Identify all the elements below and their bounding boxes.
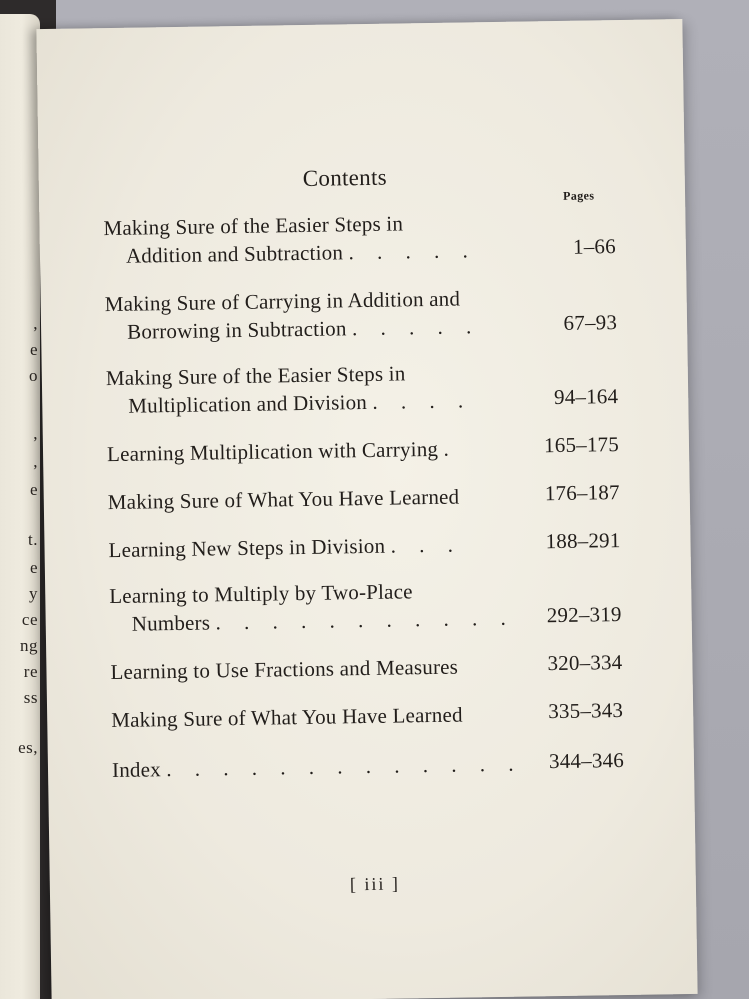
previous-page-fragment: e	[29, 558, 38, 577]
previous-page-fragment: e	[29, 480, 38, 499]
toc-entry-title-line2: Borrowing in Subtraction . . . . .	[126, 314, 481, 344]
toc-entry-pages: 292–319	[546, 602, 622, 628]
toc-entry	[108, 481, 548, 516]
page-number: [ iii ]	[349, 873, 401, 895]
toc-entry	[112, 749, 552, 784]
toc-entry	[110, 651, 550, 686]
toc-entry-pages: 320–334	[547, 650, 623, 676]
toc-entry-title-line2: Numbers . . . . . . . . . . .	[131, 605, 515, 636]
toc-entry	[103, 207, 544, 270]
toc-entry-title-line1: Learning to Use Fractions and Measures	[110, 654, 459, 685]
leader-dots: . . . . . . . . . . . . .	[166, 751, 523, 782]
toc-entry-title-line1: Making Sure of What You Have Learned	[111, 702, 463, 733]
toc-entry-pages: 165–175	[543, 432, 620, 458]
previous-page-fragment: o	[29, 366, 38, 385]
toc-entry-title-line1: Learning Multiplication with Carrying .	[106, 436, 459, 467]
toc-entry-title-line1: Learning New Steps in Division . . .	[108, 532, 463, 563]
leader-dots: . . . . .	[351, 314, 481, 341]
toc-entry-title-line2: Multiplication and Division . . . .	[128, 388, 473, 418]
toc-entry	[106, 357, 547, 420]
toc-entry-pages: 176–187	[544, 480, 620, 506]
toc-entry-pages: 94–164	[553, 384, 619, 410]
toc-entry-title-line1: Index . . . . . . . . . . . . .	[111, 751, 523, 783]
leader-dots: . . .	[390, 532, 463, 558]
leader-dots: . . . . .	[348, 238, 477, 265]
toc-entry-pages: 335–343	[548, 698, 624, 724]
previous-page-fragment: re	[23, 662, 38, 681]
leader-dots: .	[443, 436, 459, 461]
previous-page-fragment: ce	[21, 610, 38, 629]
toc-entry	[109, 575, 550, 638]
previous-page-fragment: ,	[33, 424, 38, 443]
toc-entry-pages: 344–346	[548, 747, 625, 774]
previous-page-fragment: y	[29, 584, 38, 603]
toc-entry-title-line1: Making Sure of the Easier Steps in	[105, 361, 406, 391]
toc-entry-title-line1: Learning to Multiply by Two-Place	[109, 579, 413, 609]
toc-entry-title-line2: Addition and Subtraction . . . . .	[125, 238, 477, 268]
leader-dots: . . . .	[372, 388, 473, 414]
toc-entry-title-line1: Making Sure of What You Have Learned	[107, 484, 460, 515]
previous-page-fragment: ss	[23, 688, 38, 707]
toc-entry-pages: 1–66	[572, 234, 617, 259]
toc-entry	[111, 699, 551, 734]
contents-title: Contents	[302, 164, 388, 191]
previous-page-fragment: ,	[33, 452, 38, 471]
toc-entry-pages: 67–93	[563, 310, 618, 335]
pages-column-label: Pages	[562, 188, 595, 203]
contents-page	[36, 19, 697, 999]
previous-page-fragment: ng	[20, 636, 38, 655]
toc-entry-pages: 188–291	[545, 528, 621, 554]
toc-entry-title-line1: Making Sure of Carrying in Addition and	[104, 286, 461, 317]
toc-entry	[108, 529, 548, 564]
toc-entry	[104, 283, 545, 346]
leader-dots: . . . . . . . . . . .	[215, 605, 515, 635]
previous-page-fragment: es,	[18, 738, 38, 757]
previous-page-fragment: ,	[33, 314, 38, 333]
previous-page-fragment: t.	[28, 530, 38, 549]
toc-entry	[107, 433, 547, 468]
toc-entry-title-line1: Making Sure of the Easier Steps in	[103, 211, 404, 241]
previous-page-fragment: e	[29, 340, 38, 359]
previous-page	[0, 14, 40, 999]
